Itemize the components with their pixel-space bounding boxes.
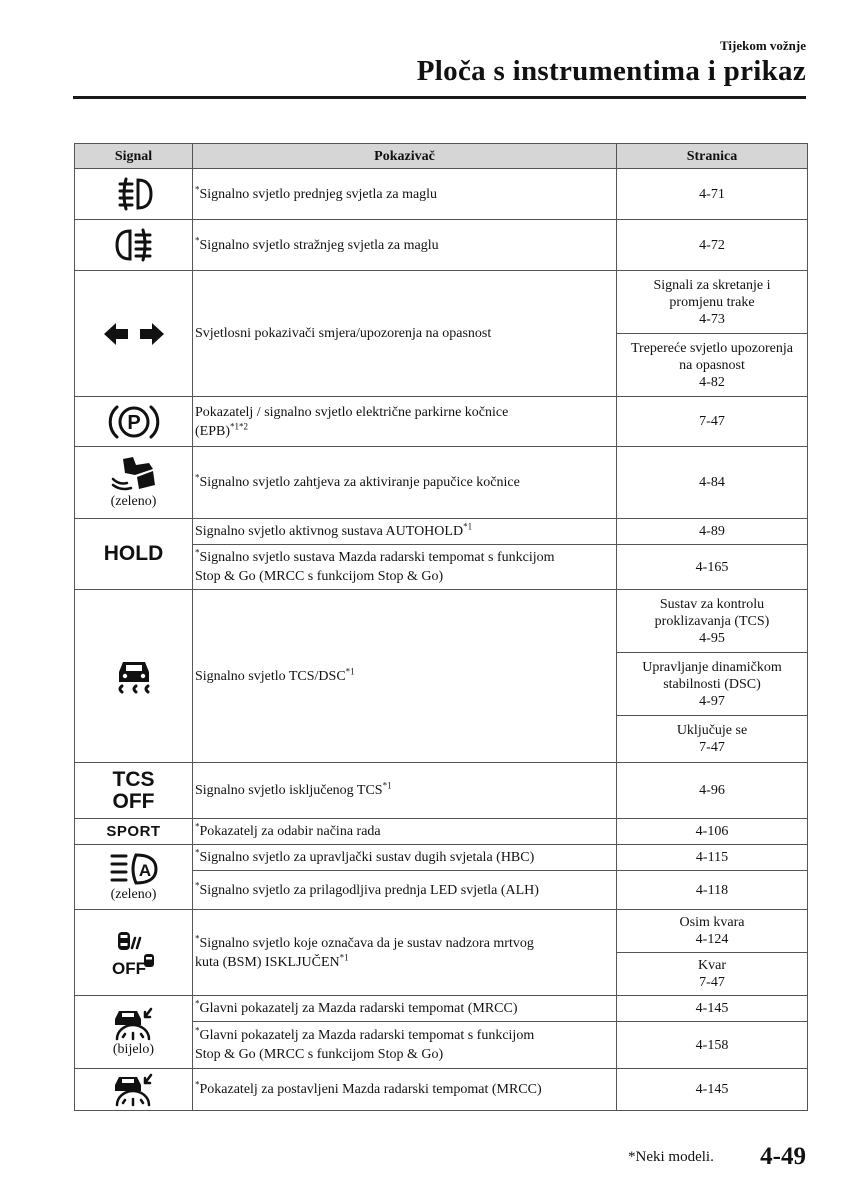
table-row — [75, 447, 808, 519]
signal-cell — [75, 590, 193, 763]
signal-cell — [75, 447, 193, 519]
tcs-off-icon: TCS — [112, 767, 155, 791]
page-cell: 4-71 — [617, 169, 808, 220]
table-row — [75, 519, 808, 545]
indicator-cell: *Signalno svjetlo koje označava da je sustav nadzora mrtvog kuta (BSM) ISKLJUČEN$^{*1}$ — [193, 910, 617, 996]
page-cell: 4-165 — [617, 545, 808, 590]
turn-signal-arrows-icon — [104, 321, 164, 347]
indicator-cell: Signalno svjetlo aktivnog sustava AUTOHOLD$^{*1}$ — [193, 519, 617, 545]
indicator-cell: *Glavni pokazatelj za Mazda radarski tempomat (MRCC) — [193, 996, 617, 1022]
signal-cell — [75, 763, 193, 819]
signal-table — [74, 143, 808, 1111]
parking-brake-icon — [106, 402, 162, 442]
bsm-off-text: OFF — [111, 958, 146, 976]
icon-color-label: (bijelo) — [112, 1041, 155, 1057]
page-cell: 4-158 — [617, 1022, 808, 1069]
page-cell: Uključuje se 7-47 — [617, 716, 808, 763]
mrcc-main-icon — [111, 1007, 157, 1041]
indicator-cell: Pokazatelj / signalno svjetlo električne parkirne kočnice (EPB)$^{*1*2}$ — [193, 397, 617, 447]
page-cell: 4-96 — [617, 763, 808, 819]
signal-cell — [75, 845, 193, 910]
table-row — [75, 819, 808, 845]
signal-cell — [75, 819, 193, 845]
signal-cell — [75, 1069, 193, 1111]
hold-icon: HOLD — [103, 542, 164, 565]
indicator-cell: Svjetlosni pokazivači smjera/upozorenja na opasnost — [193, 271, 617, 397]
table-row — [75, 220, 808, 271]
icon-color-label: (zeleno) — [110, 494, 157, 509]
table-row — [75, 271, 808, 334]
page-cell: 4-89 — [617, 519, 808, 545]
section-title: Tijekom vožnje — [719, 38, 806, 53]
signal-cell — [75, 996, 193, 1069]
signal-cell — [75, 169, 193, 220]
indicator-cell: Signalno svjetlo TCS/DSC$^{*1}$ — [193, 590, 617, 763]
page-cell: Kvar 7-47 — [617, 953, 808, 996]
indicator-cell: *Glavni pokazatelj za Mazda radarski tempomat s funkcijom Stop & Go (MRCC s funkcijom Stop & Go) — [193, 1022, 617, 1069]
table-row — [75, 910, 808, 953]
table-row — [75, 169, 808, 220]
page-cell: 4-145 — [617, 1069, 808, 1111]
front-fog-light-icon — [114, 175, 154, 213]
signal-cell — [75, 910, 193, 996]
indicator-cell: *Signalno svjetlo za prilagodljiva prednja LED svjetla (ALH) — [193, 871, 617, 910]
bsm-off-icon — [110, 930, 158, 976]
svg-text:P: P — [126, 411, 141, 434]
high-beam-control-icon — [110, 852, 158, 886]
table-row — [75, 1069, 808, 1111]
header-rule — [73, 96, 806, 99]
indicator-cell: *Signalno svjetlo za upravljački sustav dugih svjetala (HBC) — [193, 845, 617, 871]
table-row — [75, 763, 808, 819]
page-number: 4-49 — [760, 1143, 806, 1170]
table-row — [75, 590, 808, 653]
mrcc-set-icon — [111, 1073, 157, 1107]
page-cell: 4-84 — [617, 447, 808, 519]
indicator-cell: *Signalno svjetlo zahtjeva za aktiviranje papučice kočnice — [193, 447, 617, 519]
page-cell: 4-145 — [617, 996, 808, 1022]
tcs-off-icon-sub: OFF — [112, 789, 155, 813]
page-cell: Osim kvara 4-124 — [617, 910, 808, 953]
header-signal: Signal — [75, 144, 193, 169]
page-cell: Signali za skretanje i promjenu trake 4-73 — [617, 271, 808, 334]
indicator-cell: Signalno svjetlo isključenog TCS$^{*1}$ — [193, 763, 617, 819]
page-cell: 4-72 — [617, 220, 808, 271]
indicator-cell: *Pokazatelj za odabir načina rada — [193, 819, 617, 845]
table-row — [75, 996, 808, 1022]
indicator-cell: *Signalno svjetlo sustava Mazda radarski tempomat s funkcijom Stop & Go (MRCC s funkcijom Stop & Go) — [193, 545, 617, 590]
page-cell: 4-118 — [617, 871, 808, 910]
page-cell: Sustav za kontrolu proklizavanja (TCS) 4-95 — [617, 590, 808, 653]
svg-text:A: A — [138, 860, 151, 880]
tcs-dsc-icon — [114, 656, 154, 696]
header-indicator: Pokazivač — [193, 144, 617, 169]
indicator-cell: *Pokazatelj za postavljeni Mazda radarski tempomat (MRCC) — [193, 1069, 617, 1111]
signal-cell — [75, 397, 193, 447]
signal-cell — [75, 220, 193, 271]
table-row — [75, 397, 808, 447]
header-page: Stranica — [617, 144, 808, 169]
page-cell: 4-115 — [617, 845, 808, 871]
table-row — [75, 845, 808, 871]
icon-color-label: (zeleno) — [110, 886, 157, 902]
footnote: *Neki modeli. — [628, 1149, 714, 1165]
rear-fog-light-icon — [114, 226, 154, 264]
page-cell: Trepereće svjetlo upozorenja na opasnost 4-82 — [617, 334, 808, 397]
page-cell: Upravljanje dinamičkom stabilnosti (DSC) 4-97 — [617, 653, 808, 716]
table-header-row — [75, 144, 808, 169]
page-title: Ploča s instrumentima i prikaz — [416, 55, 806, 87]
indicator-cell: *Signalno svjetlo stražnjeg svjetla za maglu — [193, 220, 617, 271]
signal-cell — [75, 271, 193, 397]
signal-cell — [75, 519, 193, 590]
page-cell: 7-47 — [617, 397, 808, 447]
indicator-cell: *Signalno svjetlo prednjeg svjetla za maglu — [193, 169, 617, 220]
brake-pedal-request-icon — [109, 455, 159, 493]
sport-mode-icon: SPORT — [106, 822, 161, 840]
page-cell: 4-106 — [617, 819, 808, 845]
